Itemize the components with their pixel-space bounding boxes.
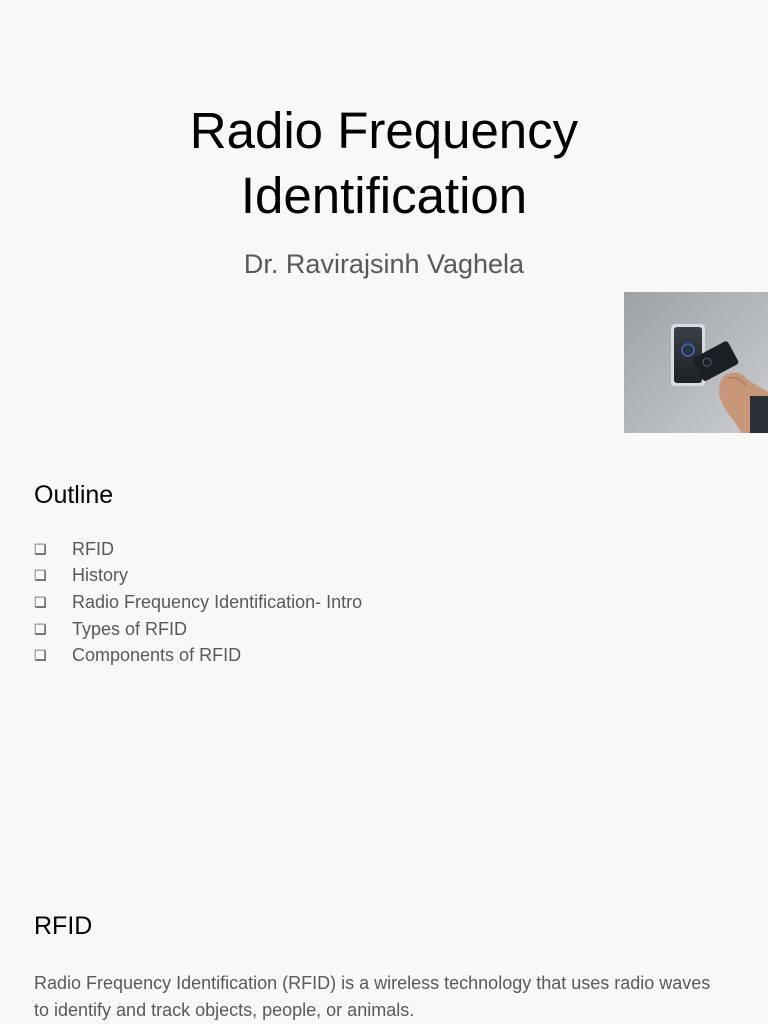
outline-list <box>34 536 362 669</box>
list-item-label: Types of RFID <box>72 618 188 639</box>
list-item <box>34 536 362 563</box>
list-item-label: Radio Frequency Identification- Intro <box>72 591 363 612</box>
list-item-label: History <box>72 565 129 586</box>
list-item <box>34 563 362 590</box>
title-slide <box>0 0 768 432</box>
list-item-label: RFID <box>72 538 114 559</box>
rfid-description: Radio Frequency Identification (RFID) is a wireless technology that uses radio waves to identify and track objects, people, or animals. <box>34 973 711 1020</box>
hollow-square-bullet-icon: ❏ <box>34 620 47 637</box>
list-item <box>34 589 362 616</box>
list-item <box>34 642 362 669</box>
rfid-card-reader-photo <box>624 292 768 433</box>
list-item <box>34 616 362 643</box>
slide-title-line-1: Radio Frequency <box>189 102 579 159</box>
list-item-label: Components of RFID <box>72 645 242 666</box>
slide-title-line-2: Identification <box>240 167 528 224</box>
author-subtitle: Dr. Ravirajsinh Vaghela <box>243 249 525 279</box>
rfid-slide <box>0 864 768 1024</box>
hollow-square-bullet-icon: ❏ <box>34 593 47 610</box>
outline-slide <box>0 432 768 864</box>
hollow-square-bullet-icon: ❏ <box>34 567 47 584</box>
rfid-heading: RFID <box>34 912 93 940</box>
hollow-square-bullet-icon: ❏ <box>34 540 47 557</box>
outline-heading: Outline <box>34 481 114 509</box>
hollow-square-bullet-icon: ❏ <box>34 647 47 664</box>
slide-title <box>0 98 768 228</box>
